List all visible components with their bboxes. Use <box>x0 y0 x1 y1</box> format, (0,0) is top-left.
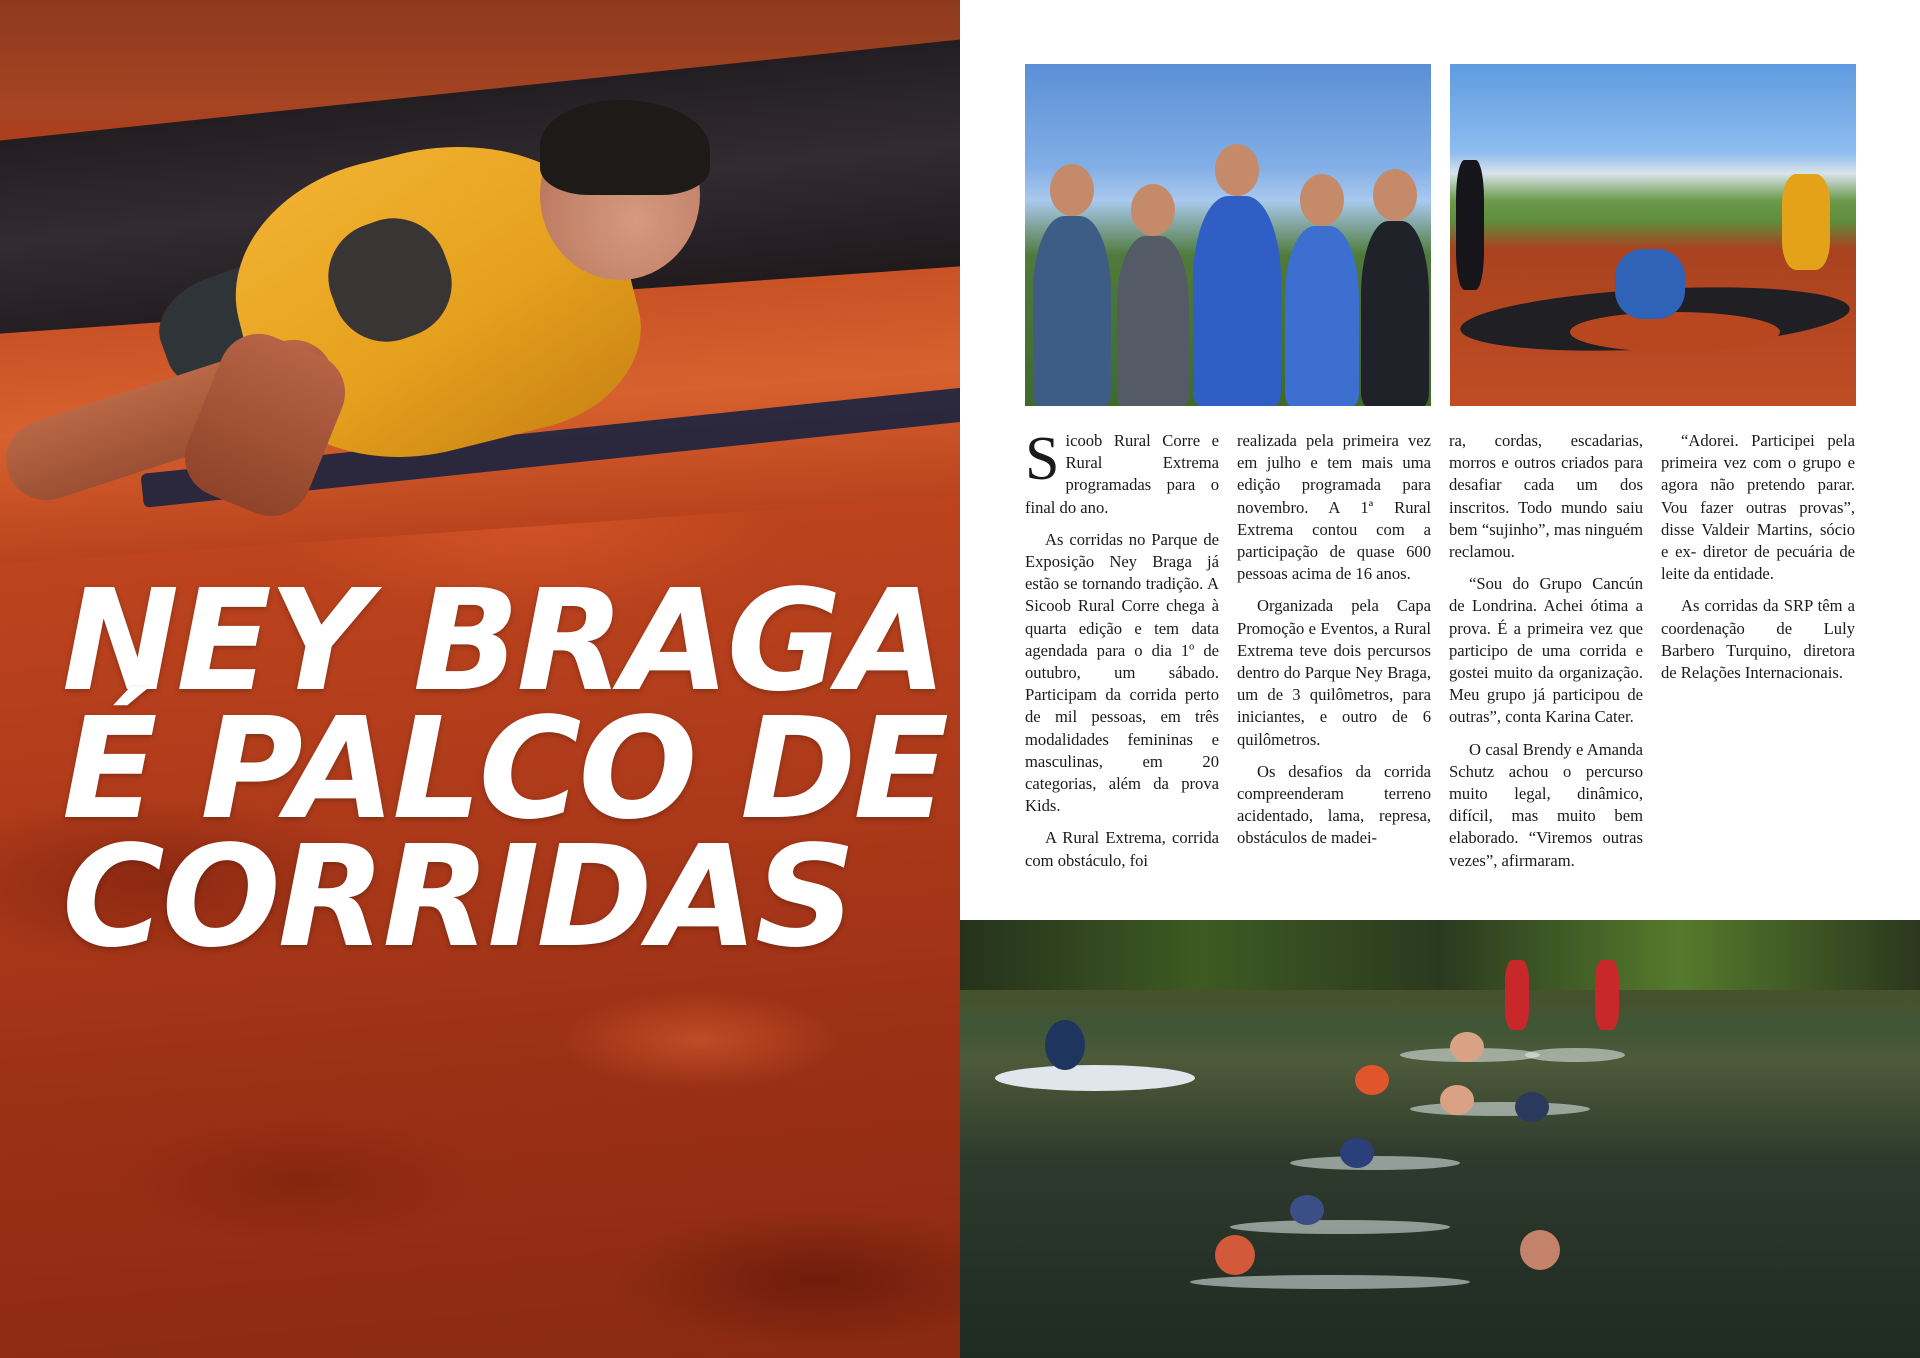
article-column-1 <box>1025 425 1219 882</box>
person <box>1033 216 1111 406</box>
paragraph: ra, cordas, escadarias, morros e outros criados para desafiar cada um dos inscritos. Todo mundo saiu bem “sujinho”, mas ninguém reclamou. <box>1449 431 1643 562</box>
headline <box>62 560 947 979</box>
article-column-4 <box>1661 430 1855 694</box>
swimmer <box>1520 1230 1560 1270</box>
swimmer <box>1515 1092 1549 1122</box>
paragraph: “Adorei. Participei pela primeira vez com o grupo e agora não pretendo parar. Vou fazer outras provas”, disse Valdeir Martins, sócio e ex- diretor de pecuária de leite da entidade. <box>1661 431 1855 584</box>
lake-swimmers-photo <box>960 920 1920 1358</box>
paragraph: realizada pela primeira vez em julho e tem mais uma edição programada para novembro. A 1ª Rural Extrema contou com a participação de quase 600 pessoas acima de 16 anos. <box>1237 431 1431 584</box>
runner-hair <box>540 100 710 195</box>
headline-line-1: NEY BRAGA <box>62 560 945 723</box>
ripple <box>1190 1275 1470 1289</box>
runner-jumping <box>1615 249 1685 319</box>
tree-line <box>960 920 1920 990</box>
paragraph: O casal Brendy e Amanda Schutz achou o percurso muito legal, dinâmico, difícil, mas muito bem elaborado. “Viremos outras vezes”, afirmaram. <box>1449 739 1643 870</box>
swimmer <box>1290 1195 1324 1225</box>
article-column-3 <box>1449 430 1643 882</box>
paragraph: A Rural Extrema, corrida com obstáculo, foi <box>1025 828 1219 870</box>
swimmer <box>1355 1065 1389 1095</box>
paragraph: Os desafios da corrida compreenderam terreno acidentado, lama, represa, obstáculos de madei- <box>1237 761 1431 848</box>
kayaker <box>1045 1020 1085 1070</box>
person <box>1193 196 1281 406</box>
runner-standing <box>1782 174 1830 270</box>
paragraph: Organizada pela Capa Promoção e Eventos, a Rural Extrema teve dois percursos dentro do Parque Ney Braga, um de 3 quilômetros, para iniciantes, e outro de 6 quilômetros. <box>1237 596 1431 749</box>
group-medal-photo <box>1025 64 1431 406</box>
ripple <box>1410 1102 1590 1116</box>
swimmer <box>1215 1235 1255 1275</box>
spectator <box>1456 160 1484 290</box>
swimmer <box>1340 1138 1374 1168</box>
headline-line-3: CORRIDAS <box>62 816 853 979</box>
ripple <box>1525 1048 1625 1062</box>
swimmer <box>1450 1032 1484 1062</box>
headline-line-2: É PALCO DE <box>62 688 947 851</box>
paragraph: As corridas da SRP têm a coordenação de Luly Barbero Turquino, diretora de Relações Internacionais. <box>1661 596 1855 683</box>
kayak <box>995 1065 1195 1091</box>
ripple <box>1290 1156 1460 1170</box>
paragraph: As corridas no Parque de Exposição Ney Braga já estão se tornando tradição. A Sicoob Rural Corre chega à quarta edição e tem data agendada para o dia 1º de outubro, um sábado. Participam da corrida perto de mil pessoas, em três modalidades femininas e masculinas, em 20 categorias, além da prova Kids. <box>1025 529 1219 816</box>
obstacle-race-photo <box>1450 64 1856 406</box>
article-column-2 <box>1237 430 1431 860</box>
staff-person <box>1505 960 1529 1030</box>
paragraph: icoob Rural Corre e Rural Extrema programadas para o final do ano. <box>1025 431 1219 517</box>
person <box>1285 226 1359 406</box>
staff-person <box>1595 960 1619 1030</box>
person <box>1117 236 1189 406</box>
mud-pit <box>1570 312 1780 352</box>
drop-cap: S <box>1025 425 1060 493</box>
ripple <box>1230 1220 1450 1234</box>
paragraph: “Sou do Grupo Cancún de Londrina. Achei ótima a prova. É a primeira vez que participo de uma corrida e gostei muito da organização. Meu grupo já participou de outras”, conta Karina Cater. <box>1449 574 1643 727</box>
person <box>1361 221 1429 406</box>
swimmer <box>1440 1085 1474 1115</box>
